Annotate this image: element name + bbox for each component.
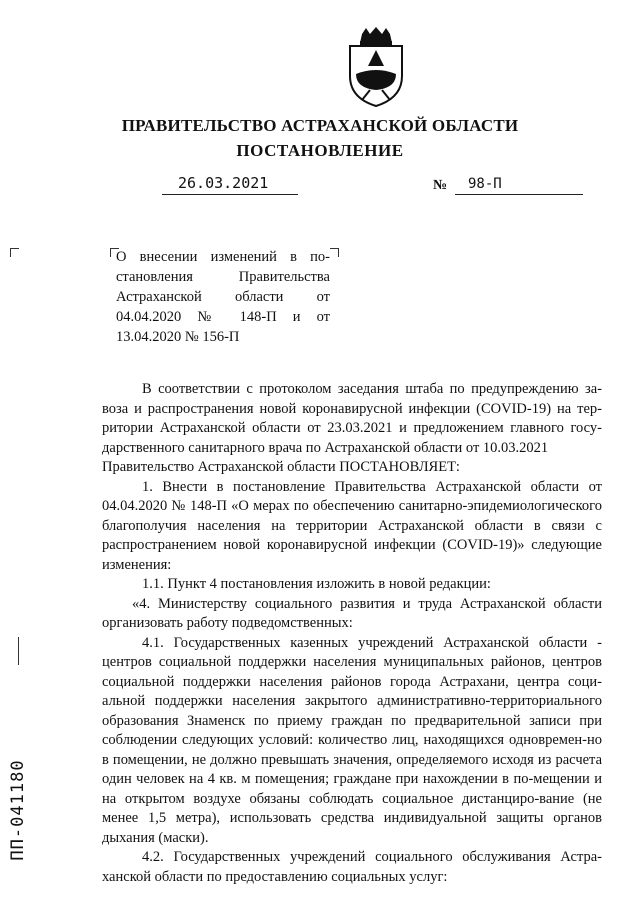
government-heading: ПРАВИТЕЛЬСТВО АСТРАХАНСКОЙ ОБЛАСТИ — [121, 116, 519, 135]
margin-corner-mark — [10, 248, 19, 257]
serial-number: ПП-041180 — [8, 759, 28, 861]
margin-line-mark — [18, 637, 19, 665]
subject-line: 13.04.2020 № 156-П — [116, 329, 240, 345]
subject-corner-right — [330, 248, 339, 257]
paragraph-1-1: 1.1. Пункт 4 постановления изложить в новой редакции: — [142, 576, 491, 592]
paragraph-1: 1. Внести в постановление Правительства Астраханской области от 04.04.2020 № 148-П «О мерах по обеспечению санитарно-эпидемиологического благополучия населения на территории Астраханской области в связи с распространением новой коронавирусной инфекции (COVID-19)» следующие изменения: — [102, 478, 602, 573]
subject-block — [116, 247, 330, 347]
preamble-paragraph: В соответствии с протоколом заседания штаба по предупреждению за-воза и распространения новой коронавирусной инфекции (COVID-19) на тер-ритории Астраханской области от 23.03.2021 и предложением главного госу-дарственного санитарного врача по Астраханской области от 10.03.2021 — [102, 381, 602, 456]
subject-line: становления Правительства — [116, 269, 330, 285]
paragraph-4: «4. Министерству социального развития и труда Астраханской области организовать работу подведомственных: — [102, 595, 602, 631]
margin-serial-stamp — [6, 720, 30, 900]
number-underline — [455, 194, 583, 195]
decree-line: Правительство Астраханской области ПОСТАНОВЛЯЕТ: — [102, 459, 460, 475]
subject-line: О внесении изменений в по- — [116, 249, 330, 265]
document-number: 98-П — [468, 176, 502, 192]
number-sign: № — [433, 178, 448, 193]
date-underline — [162, 194, 298, 195]
paragraph-4-2: 4.2. Государственных учреждений социального обслуживания Астра-ханской области по предоставлению социальных услуг: — [102, 849, 602, 885]
coat-of-arms-emblem — [346, 26, 406, 108]
document-body — [102, 380, 602, 887]
subject-line: Астраханской области от — [116, 289, 330, 305]
paragraph-4-1: 4.1. Государственных казенных учреждений Астраханской области - центров социальной поддержки населения муниципальных районов, центров социальной поддержки населения районов города Астрахани, центра соци-альной поддержки населения закрытого административно-территориального образования Знаменск по приему граждан по предварительной записи при соблюдении следующих условий: количество лиц, находящихся одновремен-но в помещении, не должно превышать значения, определяемого исходя из расчета один человек на 4 кв. м помещения; граждане при нахождении в по-мещении и на открытом воздухе обязаны соблюдать социальное дистанциро-вание (не менее 1,5 метра), использовать средства индивидуальной защиты органов дыхания (маски). — [102, 634, 602, 846]
subject-line: 04.04.2020 № 148-П и от — [116, 309, 330, 325]
document-date: 26.03.2021 — [178, 174, 269, 192]
document-type-heading: ПОСТАНОВЛЕНИЕ — [236, 141, 404, 160]
